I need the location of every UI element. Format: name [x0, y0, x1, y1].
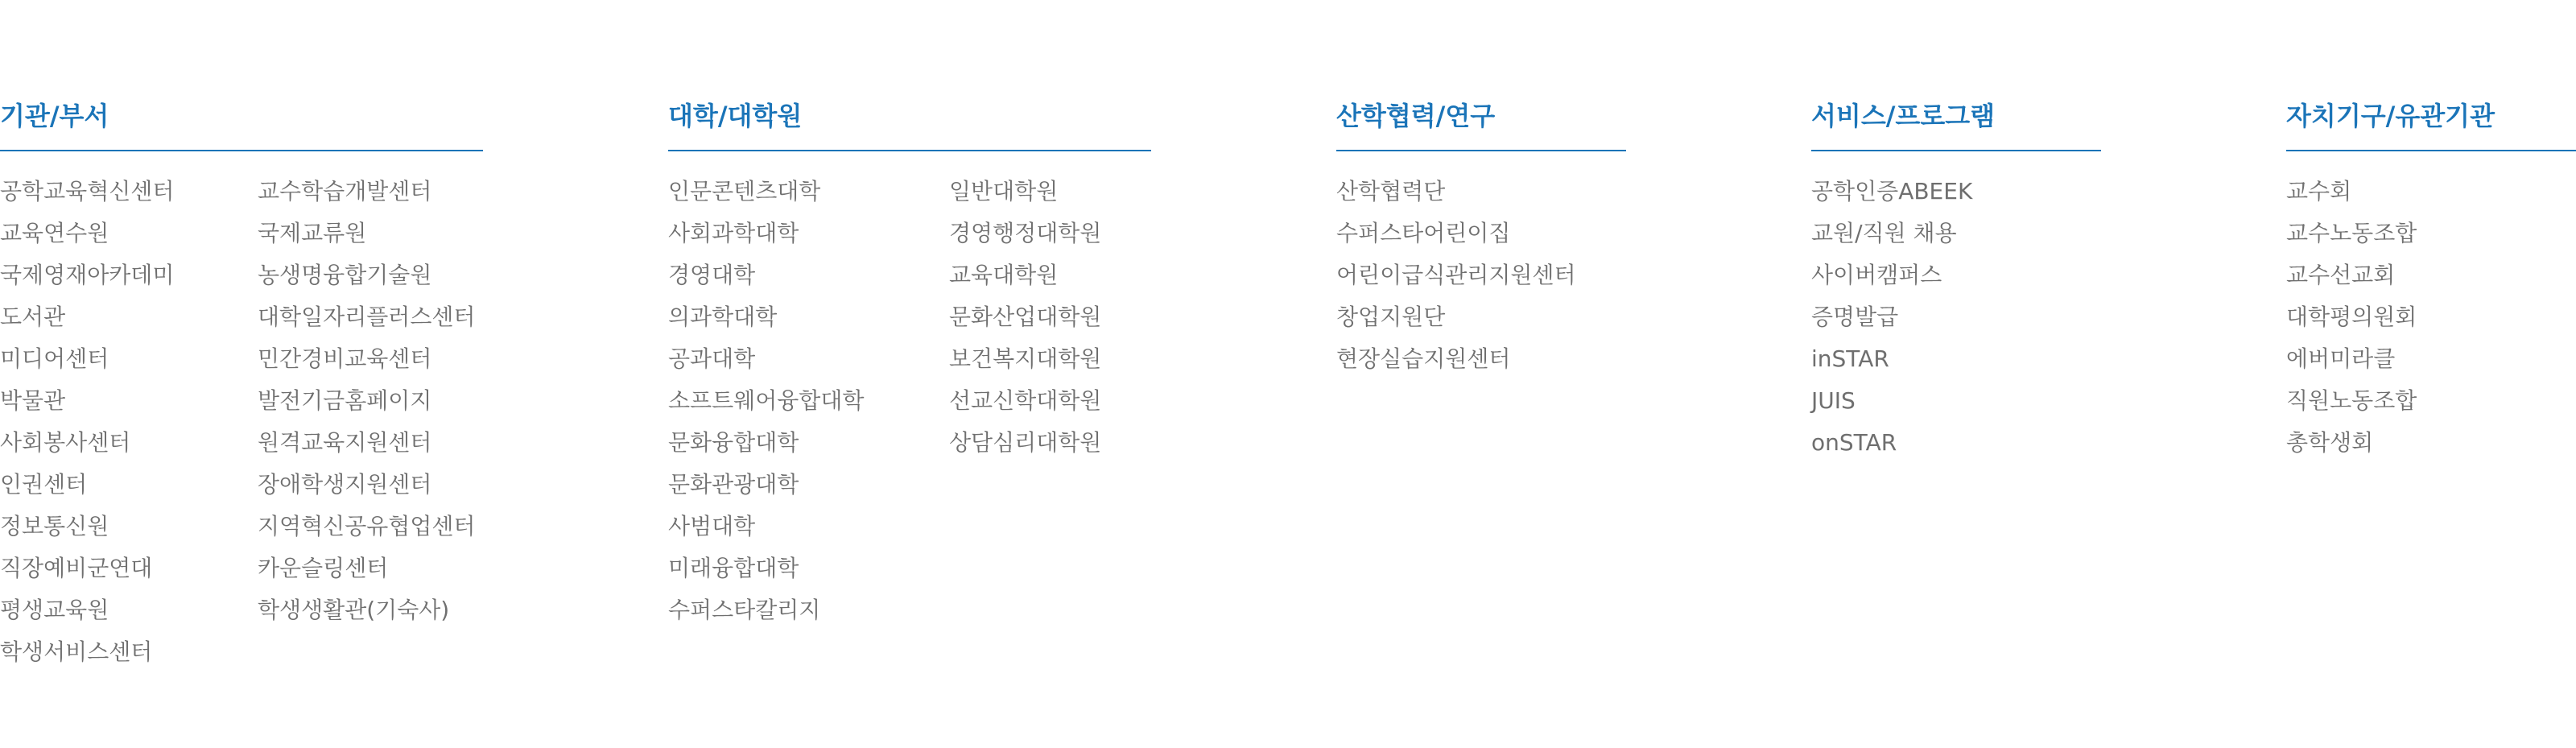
- sitemap-link[interactable]: 교육대학원: [949, 262, 1059, 288]
- sitemap-link[interactable]: 사회과학대학: [668, 220, 799, 246]
- group-divider: [0, 150, 483, 151]
- sitemap-link[interactable]: 지역혁신공유협업센터: [258, 513, 476, 539]
- sitemap-link[interactable]: 교수학습개발센터: [258, 178, 432, 205]
- sitemap-link[interactable]: 학생생활관(기숙사): [258, 597, 450, 623]
- sitemap-link[interactable]: 어린이급식관리지원센터: [1336, 262, 1576, 288]
- group-title-institutions: 기관/부서: [0, 101, 109, 131]
- sitemap-link[interactable]: 인권센터: [0, 471, 88, 498]
- link-column-1: [1336, 171, 1576, 380]
- group-divider: [1336, 150, 1626, 151]
- group-autonomous: [2286, 98, 2576, 464]
- link-column-1: [1811, 171, 1972, 464]
- sitemap-link[interactable]: 문화융합대학: [668, 429, 799, 456]
- sitemap-link[interactable]: 국제교류원: [258, 220, 367, 246]
- group-institutions: [0, 98, 483, 673]
- sitemap-link[interactable]: 창업지원단: [1336, 304, 1446, 330]
- sitemap-link[interactable]: 선교신학대학원: [949, 387, 1102, 414]
- link-columns: [1336, 171, 1626, 380]
- group-title-autonomous: 자치기구/유관기관: [2286, 101, 2495, 131]
- sitemap-link[interactable]: 소프트웨어융합대학: [668, 387, 865, 414]
- link-columns: [668, 171, 1151, 631]
- sitemap-link[interactable]: 박물관: [0, 387, 66, 414]
- sitemap-link[interactable]: 사범대학: [668, 513, 756, 539]
- sitemap-link[interactable]: 공과대학: [668, 345, 756, 372]
- sitemap-link[interactable]: 직원노동조합: [2286, 387, 2417, 414]
- sitemap-link[interactable]: onSTAR: [1811, 429, 1897, 456]
- sitemap-link[interactable]: 산학협력단: [1336, 178, 1446, 205]
- sitemap-link[interactable]: 보건복지대학원: [949, 345, 1102, 372]
- sitemap-link[interactable]: 현장실습지원센터: [1336, 345, 1511, 372]
- sitemap-link[interactable]: 공학인증ABEEK: [1811, 178, 1973, 205]
- link-columns: [2286, 171, 2576, 464]
- sitemap-link[interactable]: 문화관광대학: [668, 471, 799, 498]
- sitemap-link[interactable]: 대학일자리플러스센터: [258, 304, 476, 330]
- group-divider: [1811, 150, 2101, 151]
- sitemap-link[interactable]: 사회봉사센터: [0, 429, 131, 456]
- sitemap-link[interactable]: 교수회: [2286, 178, 2352, 205]
- sitemap-link[interactable]: 에버미라클: [2286, 345, 2396, 372]
- sitemap-link[interactable]: 민간경비교육센터: [258, 345, 432, 372]
- sitemap-link[interactable]: 상담심리대학원: [949, 429, 1102, 456]
- group-colleges: [668, 98, 1151, 631]
- sitemap-link[interactable]: 의과학대학: [668, 304, 778, 330]
- group-research: [1336, 98, 1626, 380]
- sitemap-link[interactable]: 장애학생지원센터: [258, 471, 432, 498]
- link-column-1: [2286, 171, 2417, 464]
- sitemap-link[interactable]: 수퍼스타어린이집: [1336, 220, 1511, 246]
- sitemap-link[interactable]: JUIS: [1811, 387, 1856, 414]
- sitemap-link[interactable]: 증명발급: [1811, 304, 1899, 330]
- link-columns: [0, 171, 483, 673]
- sitemap-link[interactable]: 정보통신원: [0, 513, 109, 539]
- sitemap-link[interactable]: 인문콘텐츠대학: [668, 178, 821, 205]
- sitemap-link[interactable]: 카운슬링센터: [258, 555, 389, 581]
- link-column-1: [0, 171, 258, 673]
- sitemap-link[interactable]: 학생서비스센터: [0, 638, 153, 665]
- link-column-1: [668, 171, 949, 631]
- sitemap-link[interactable]: 미디어센터: [0, 345, 109, 372]
- sitemap-link[interactable]: 문화산업대학원: [949, 304, 1102, 330]
- sitemap-link[interactable]: 경영대학: [668, 262, 756, 288]
- sitemap-link[interactable]: 교수선교회: [2286, 262, 2396, 288]
- link-columns: [1811, 171, 2101, 464]
- link-column-2: [949, 171, 1101, 631]
- sitemap-link[interactable]: inSTAR: [1811, 345, 1889, 372]
- sitemap-link[interactable]: 원격교육지원센터: [258, 429, 432, 456]
- group-divider: [668, 150, 1151, 151]
- sitemap-link[interactable]: 교수노동조합: [2286, 220, 2417, 246]
- sitemap-link[interactable]: 국제영재아카데미: [0, 262, 175, 288]
- sitemap-link[interactable]: 사이버캠퍼스: [1811, 262, 1942, 288]
- sitemap-link[interactable]: 평생교육원: [0, 597, 109, 623]
- group-title-services: 서비스/프로그램: [1811, 101, 1996, 131]
- sitemap-link[interactable]: 경영행정대학원: [949, 220, 1102, 246]
- link-column-2: [258, 171, 475, 673]
- sitemap-link[interactable]: 교원/직원 채용: [1811, 220, 1957, 246]
- sitemap-link[interactable]: 공학교육혁신센터: [0, 178, 175, 205]
- sitemap-link[interactable]: 일반대학원: [949, 178, 1059, 205]
- group-title-research: 산학협력/연구: [1336, 101, 1496, 131]
- sitemap-link[interactable]: 농생명융합기술원: [258, 262, 432, 288]
- group-services: [1811, 98, 2101, 464]
- sitemap-link[interactable]: 직장예비군연대: [0, 555, 153, 581]
- sitemap-link[interactable]: 대학평의원회: [2286, 304, 2417, 330]
- sitemap-link[interactable]: 발전기금홈페이지: [258, 387, 432, 414]
- sitemap-link[interactable]: 미래융합대학: [668, 555, 799, 581]
- sitemap-link[interactable]: 수퍼스타칼리지: [668, 597, 821, 623]
- sitemap-link[interactable]: 도서관: [0, 304, 66, 330]
- group-title-colleges: 대학/대학원: [668, 101, 803, 131]
- group-divider: [2286, 150, 2576, 151]
- sitemap-link[interactable]: 총학생회: [2286, 429, 2374, 456]
- sitemap-link[interactable]: 교육연수원: [0, 220, 109, 246]
